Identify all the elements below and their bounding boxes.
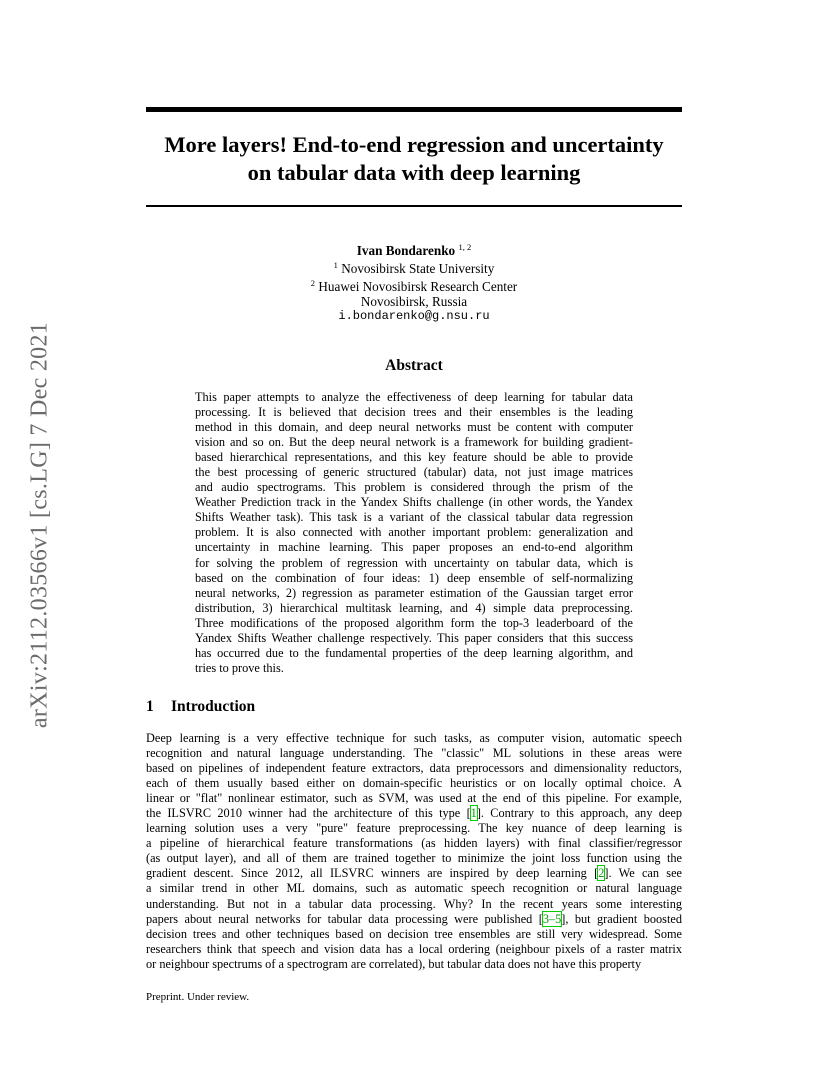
body-line: or neighbour spectrums of a spectrogram are correlated), but tabular data does not have this property [146,956,642,971]
body-line: researchers think that speech and vision data has a local ordering (neighbour pixels of a raster matrix [146,941,682,956]
body-line: based on pipelines of independent feature extractors, data preprocessors and dimensionality reductors, [146,761,682,776]
citation-link[interactable]: 3–5 [542,911,562,926]
affil-2-text: Huawei Novosibirsk Research Center [318,279,518,294]
body-line: (as output layer), and all of them are trained together to minimize the joint loss function using the [146,851,682,866]
abstract-line: has occurred due to the fundamental properties of the deep learning algorithm, and [195,645,633,660]
body-text-run: the ILSVRC 2010 winner had the architecture of this type [ [146,806,471,821]
body-line: a similar trend in other ML domains, such as automatic speech recognition or natural language [146,881,682,896]
abstract-line: based on the combination of four ideas: 1) deep ensemble of self-normalizing [195,570,633,585]
body-line: a pipeline of hierarchical feature transformations (as hidden layers) with final classifier/regressor [146,836,682,851]
paper-title [146,131,682,187]
abstract-line: distribution, 3) hierarchical multitask learning, and 4) simple data preprocessing. [195,600,633,615]
body-line [146,866,682,881]
abstract-line: vision and so on. But the deep neural network is a framework for building gradient- [195,435,633,450]
author-location: Novosibirsk, Russia [360,294,468,309]
body-text-run: ], but gradient boosted [561,911,682,926]
abstract-line: This paper attempts to analyze the effectiveness of deep learning for tabular data [195,390,633,404]
body-line: linear or "flat" nonlinear estimator, such as SVM, was used at the end of this pipeline. For example, [146,791,682,806]
abstract-line: the best processing of generic structured (tabular) data, not just image matrices [195,465,633,480]
body-line: decision trees and other techniques based on decision tree ensembles are still very widespread. Some [146,926,682,941]
citation-link[interactable]: 2 [598,866,605,881]
abstract-line: neural networks, 2) regression as parameter estimation of the Gaussian target error [195,585,633,600]
abstract-line: uncertainty in machine learning. This paper proposes an end-to-end algorithm [195,540,633,555]
author-block [146,240,682,324]
abstract-line: Yandex Shifts Weather challenge respectively. This paper considers that this success [195,630,633,645]
title-top-rule [146,107,682,112]
abstract-line: Three modifications of the proposed algorithm form the top-3 leaderboard of the [195,615,633,630]
body-line [146,912,682,927]
body-line: Deep learning is a very effective technique for such tasks, as computer vision, automatic speech [146,731,682,745]
abstract-line: and audio spectrograms. This problem is considered through the prism of the [195,480,633,495]
body-line: recognition and natural language understanding. The "classic" ML solutions in these areas were [146,746,682,761]
title-bottom-rule [146,205,682,207]
section-number: 1 [146,698,154,715]
body-text-run: papers about neural networks for tabular data processing were published [ [146,911,543,926]
author-line [146,240,682,258]
affil-1-mark: 1 [333,260,338,270]
abstract-text [195,390,633,676]
author-name: Ivan Bondarenko [356,243,456,258]
affiliation-1 [146,258,682,276]
body-text-run: ]. Contrary to this approach, any deep [476,806,682,821]
body-line: learning solution uses a very "pure" feature preprocessing. The key nuance of deep learning is [146,821,682,836]
section-heading-introduction [146,698,255,716]
body-line: each of them usually based either on domain-specific heuristics or on locally optimal choice. A [146,776,682,791]
body-text-run: gradient descent. Since 2012, all ILSVRC winners are inspired by deep learning [ [146,866,599,881]
arxiv-sidebar [20,294,60,756]
abstract-line: Shifts Weather task). This task is a variant of the classical tabular data regression [195,510,633,525]
abstract-line: tries to prove this. [195,660,284,675]
affiliation-2 [146,276,682,294]
preprint-footer: Preprint. Under review. [146,991,250,1003]
abstract-line: for solving the problem of regression with uncertainty on tabular data, which is [195,555,633,570]
author-email[interactable]: i.bondarenko@g.nsu.ru [338,309,490,323]
abstract-line: based hierarchical representations, and this key feature should be able to provide [195,450,633,465]
affil-2-mark: 2 [310,278,316,288]
affil-1-text: Novosibirsk State University [341,261,495,276]
title-line-1: More layers! End-to-end regression and uncertainty [164,132,664,157]
abstract-heading: Abstract [385,357,443,374]
abstract-line: problem. It is also connected with another important problem: generalization and [195,525,633,540]
citation-link[interactable]: 1 [470,806,477,821]
arxiv-identifier: arXiv:2112.03566v1 [cs.LG] 7 Dec 2021 [26,321,53,729]
abstract-line: method in this domain, and deep neural networks must be content with computer [195,420,633,435]
introduction-text [146,731,682,972]
title-line-2: on tabular data with deep learning [247,160,581,185]
abstract-line: Weather Prediction track in the Yandex Shifts challenge (in other words, the Yandex [195,495,633,510]
body-text-run: ]. We can see [604,866,683,881]
section-title: Introduction [171,698,256,715]
abstract-line: processing. It is believed that decision trees and their ensembles is the leading [195,405,633,420]
author-affil-marks: 1, 2 [458,242,472,252]
body-line: understanding. But not in a tabular data processing. Why? In the recent years some interesting [146,896,682,911]
body-line [146,806,682,821]
